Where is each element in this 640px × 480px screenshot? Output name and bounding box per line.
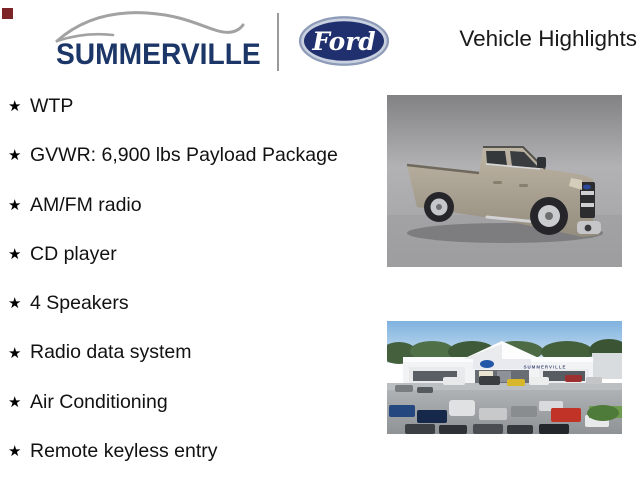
- list-item: [8, 378, 338, 427]
- feature-label: AM/FM radio: [30, 193, 142, 216]
- star-bullet-icon: ★: [8, 147, 22, 165]
- page-title: Vehicle Highlights: [459, 26, 637, 51]
- feature-label: WTP: [30, 94, 74, 117]
- feature-label: CD player: [30, 242, 117, 265]
- star-bullet-icon: ★: [8, 295, 22, 313]
- star-bullet-icon: ★: [8, 344, 22, 362]
- dealership-sign: SUMMERVILLE: [523, 364, 567, 370]
- dealership-photo-art: [387, 321, 622, 434]
- star-bullet-icon: ★: [8, 196, 22, 214]
- list-item: [8, 328, 338, 377]
- feature-label: Air Conditioning: [30, 390, 168, 413]
- dealer-name: SUMMERVILLE: [56, 38, 261, 71]
- list-item: [8, 279, 338, 328]
- feature-label: GVWR: 6,900 lbs Payload Package: [30, 144, 338, 167]
- star-bullet-icon: ★: [8, 443, 22, 461]
- list-item: [8, 427, 338, 476]
- truck-photo-art: [387, 95, 622, 267]
- vehicle-photo: [387, 95, 622, 267]
- star-bullet-icon: ★: [8, 246, 22, 264]
- star-bullet-icon: ★: [8, 393, 22, 411]
- list-item: [8, 181, 338, 230]
- corner-artifact: [2, 8, 13, 19]
- list-item: [8, 131, 338, 180]
- list-item: [8, 230, 338, 279]
- list-item: [8, 82, 338, 131]
- feature-label: Remote keyless entry: [30, 440, 218, 462]
- feature-label: Radio data system: [30, 341, 192, 364]
- feature-label: 4 Speakers: [30, 292, 129, 315]
- ford-logo-script: Ford: [312, 27, 376, 57]
- ford-logo: [298, 15, 390, 67]
- feature-list: [8, 82, 338, 476]
- dealership-photo: [387, 321, 622, 434]
- header-divider: [277, 13, 279, 71]
- star-bullet-icon: ★: [8, 98, 22, 116]
